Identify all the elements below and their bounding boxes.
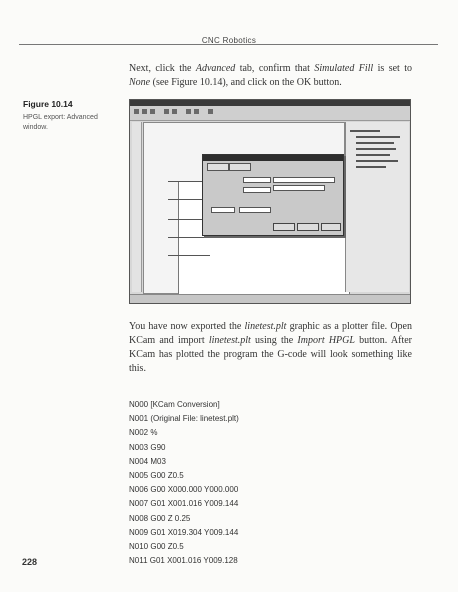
tree-item — [350, 130, 380, 132]
gcode-line: N001 (Original File: linetest.plt) — [129, 414, 239, 424]
intro-paragraph: Next, click the Advanced tab, confirm that Simulated Fill is set to None (see Figure 10.14), and click on the OK button. — [129, 63, 412, 88]
toolbar-icon — [134, 109, 139, 114]
tree-item — [356, 136, 400, 138]
tree-item — [356, 160, 398, 162]
dialog-button — [297, 223, 319, 231]
tree-item — [356, 142, 394, 144]
gcode-line: N003 G90 — [129, 442, 166, 452]
drawn-line — [168, 255, 210, 256]
figure-caption: HPGL export: Advanced window. — [23, 114, 98, 131]
dialog-tab — [229, 163, 251, 171]
figure-screenshot — [129, 99, 411, 304]
tree-item — [356, 148, 396, 150]
dialog-field — [239, 207, 271, 213]
screenshot-export-dialog — [202, 154, 344, 236]
toolbar-icon — [194, 109, 199, 114]
toolbar-icon — [208, 109, 213, 114]
toolbar-icon — [186, 109, 191, 114]
gcode-line: N000 [KCam Conversion] — [129, 400, 220, 409]
gcode-line: N010 G00 Z0.5 — [129, 541, 184, 551]
dialog-tab — [207, 163, 229, 171]
body-paragraph: You have now exported the linetest.plt graphic as a plotter file. Open KCam and import linetest.plt using the Import HPGL button. After KCam has plotted the program the G-code will look something like this. — [129, 321, 412, 374]
dialog-field — [243, 177, 271, 183]
tree-item — [356, 154, 390, 156]
gcode-line: N011 G01 X001.016 Y009.128 — [129, 556, 238, 566]
running-head: CNC Robotics — [201, 36, 257, 45]
dialog-field — [273, 185, 325, 191]
figure-label: Figure 10.14 — [23, 99, 73, 109]
gcode-listing — [129, 398, 239, 568]
dialog-field — [243, 187, 271, 193]
gcode-line: N005 G00 Z0.5 — [129, 470, 184, 480]
screenshot-object-panel — [345, 122, 409, 292]
dialog-button — [273, 223, 295, 231]
gcode-line: N002 % — [129, 428, 158, 438]
gcode-line: N009 G01 X019.304 Y009.144 — [129, 527, 239, 537]
gcode-line: N006 G00 X000.000 Y000.000 — [129, 485, 239, 495]
header-rule — [19, 44, 438, 45]
screenshot-ruler — [132, 122, 142, 292]
dialog-titlebar — [203, 155, 343, 161]
gcode-line: N008 G00 Z 0.25 — [129, 513, 191, 523]
gcode-line: N007 G01 X001.016 Y009.144 — [129, 499, 239, 509]
toolbar-icon — [142, 109, 147, 114]
toolbar-icon — [164, 109, 169, 114]
dialog-field — [211, 207, 235, 213]
page-number: 228 — [22, 557, 38, 567]
tree-item — [356, 166, 386, 168]
dialog-field — [273, 177, 335, 183]
toolbar-icon — [150, 109, 155, 114]
toolbar-icon — [172, 109, 177, 114]
dialog-button — [321, 223, 341, 231]
screenshot-statusbar — [130, 294, 410, 303]
drawn-line — [168, 237, 210, 238]
gcode-line: N004 M03 — [129, 456, 166, 466]
